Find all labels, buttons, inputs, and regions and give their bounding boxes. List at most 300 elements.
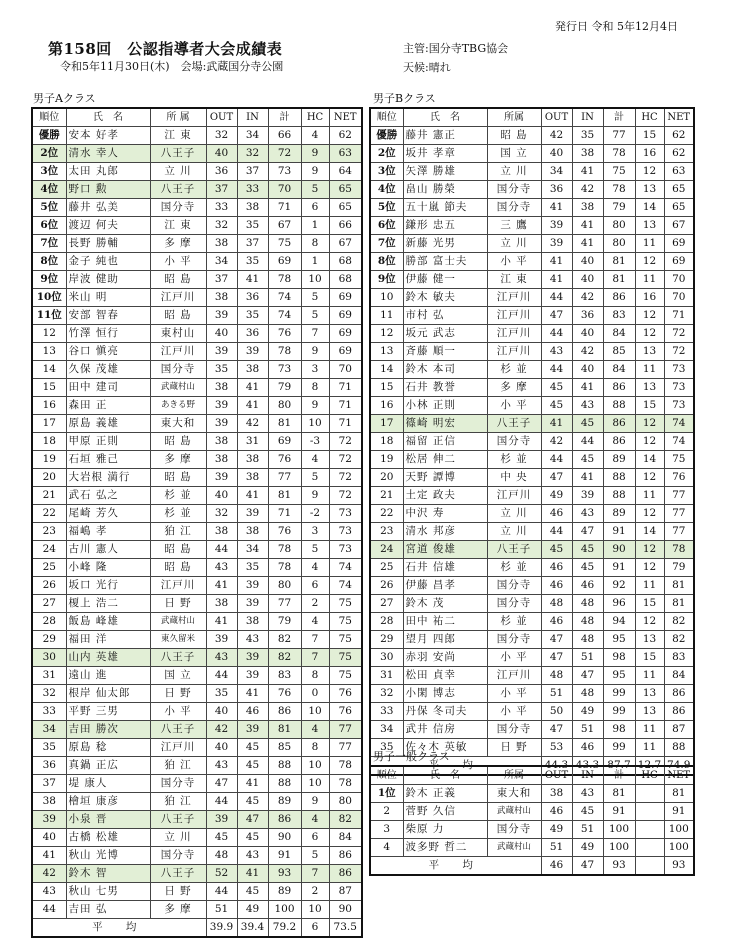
hc-cell: 8: [301, 235, 329, 253]
in-cell: 39: [237, 505, 268, 523]
affiliation-cell: 国分寺: [150, 361, 206, 379]
column-header: 順位: [32, 108, 66, 127]
in-cell: 39: [572, 487, 603, 505]
rank-cell: 8位: [370, 253, 403, 271]
net-cell: 68: [329, 271, 362, 289]
hc-cell: 10: [301, 271, 329, 289]
out-cell: 43: [541, 343, 572, 361]
name-cell: 小閑 博志: [403, 685, 487, 703]
net-cell: 71: [329, 379, 362, 397]
out-cell: 45: [206, 829, 237, 847]
net-cell: 71: [329, 415, 362, 433]
affiliation-cell: 昭 島: [150, 307, 206, 325]
table-row: [32, 307, 362, 325]
name-cell: 真鍋 正広: [66, 757, 150, 775]
out-cell: 51: [541, 839, 572, 857]
out-cell: 36: [206, 163, 237, 181]
net-cell: 66: [329, 217, 362, 235]
table-row: [370, 361, 694, 379]
table-row: [32, 253, 362, 271]
in-cell: 41: [572, 235, 603, 253]
out-cell: 44: [206, 793, 237, 811]
rank-cell: 22: [32, 505, 66, 523]
table-row: [32, 487, 362, 505]
name-cell: 飯島 峰雄: [66, 613, 150, 631]
affiliation-cell: 国分寺: [487, 433, 541, 451]
total-cell: 86: [268, 811, 301, 829]
hc-cell: 2: [301, 883, 329, 901]
table-row: [32, 667, 362, 685]
out-cell: 44: [541, 451, 572, 469]
hc-cell: 4: [301, 721, 329, 739]
rank-cell: 44: [32, 901, 66, 919]
total-cell: 85: [603, 343, 635, 361]
weather: 天候:晴れ: [403, 61, 451, 74]
rank-cell: 35: [370, 739, 403, 757]
hc-cell: 12: [635, 559, 664, 577]
hc-cell: 12: [635, 253, 664, 271]
column-header: 計: [603, 108, 635, 127]
out-cell: 52: [206, 865, 237, 883]
rank-cell: 27: [32, 595, 66, 613]
out-cell: 38: [206, 595, 237, 613]
affiliation-cell: 八王子: [150, 811, 206, 829]
in-cell: 40: [572, 271, 603, 289]
in-cell: 41: [237, 775, 268, 793]
net-cell: 69: [329, 289, 362, 307]
table-row: [370, 469, 694, 487]
name-cell: 鈴木 茂: [403, 595, 487, 613]
total-cell: 73: [268, 163, 301, 181]
in-cell: 45: [572, 415, 603, 433]
affiliation-cell: 中 央: [487, 469, 541, 487]
table-row: [32, 361, 362, 379]
rank-cell: 13: [32, 343, 66, 361]
name-cell: 古橋 松雄: [66, 829, 150, 847]
rank-cell: 3: [370, 821, 403, 839]
hc-cell: 14: [635, 451, 664, 469]
name-cell: 菅野 久信: [403, 803, 487, 821]
affiliation-cell: 杉 並: [487, 613, 541, 631]
hc-cell: 11: [635, 487, 664, 505]
rank-cell: 28: [32, 613, 66, 631]
in-cell: 39: [237, 577, 268, 595]
table-row: [32, 559, 362, 577]
hc-cell: 8: [301, 379, 329, 397]
out-cell: 39: [206, 307, 237, 325]
table-row: [370, 163, 694, 181]
rank-cell: 4位: [370, 181, 403, 199]
rank-cell: 14: [370, 361, 403, 379]
in-cell: 35: [237, 217, 268, 235]
total-cell: 86: [603, 289, 635, 307]
net-cell: 76: [329, 685, 362, 703]
hc-cell: 7: [301, 631, 329, 649]
hc-cell: 4: [301, 811, 329, 829]
hc-cell: 1: [301, 217, 329, 235]
affiliation-cell: あきる野: [150, 397, 206, 415]
name-cell: 田中 祐二: [403, 613, 487, 631]
hc-cell: 11: [635, 721, 664, 739]
in-cell: 39: [237, 595, 268, 613]
in-cell: 38: [237, 523, 268, 541]
affiliation-cell: 八王子: [487, 541, 541, 559]
total-cell: 95: [603, 667, 635, 685]
out-cell: 53: [541, 739, 572, 757]
table-row: [370, 685, 694, 703]
total-cell: 89: [603, 505, 635, 523]
affiliation-cell: 昭 島: [150, 271, 206, 289]
in-cell: 47: [237, 811, 268, 829]
total-cell: 81: [268, 415, 301, 433]
net-cell: 77: [664, 487, 694, 505]
class-a-body: [32, 108, 362, 937]
net-cell: 70: [664, 271, 694, 289]
in-cell: 39: [237, 721, 268, 739]
total-cell: 76: [268, 451, 301, 469]
net-cell: 86: [664, 703, 694, 721]
out-cell: 45: [541, 541, 572, 559]
affiliation-cell: 江戸川: [150, 343, 206, 361]
in-cell: 45: [572, 541, 603, 559]
out-cell: 51: [541, 685, 572, 703]
out-cell: 43: [206, 649, 237, 667]
net-cell: 77: [664, 505, 694, 523]
total-cell: 88: [268, 757, 301, 775]
in-cell: 48: [572, 613, 603, 631]
in-cell: 41: [572, 379, 603, 397]
name-cell: 渡辺 何夫: [66, 217, 150, 235]
affiliation-cell: 東久留米: [150, 631, 206, 649]
hc-cell: 6: [301, 829, 329, 847]
hc-cell: 7: [301, 865, 329, 883]
name-cell: 松田 貞幸: [403, 667, 487, 685]
affiliation-cell: 立 川: [487, 235, 541, 253]
total-cell: 90: [603, 541, 635, 559]
hc-cell: 5: [301, 289, 329, 307]
hc-cell: 15: [635, 397, 664, 415]
hc-cell: 9: [301, 163, 329, 181]
name-cell: 天野 譚博: [403, 469, 487, 487]
name-cell: 金子 純也: [66, 253, 150, 271]
out-cell: 46: [541, 613, 572, 631]
out-cell: 41: [541, 271, 572, 289]
total-cell: 86: [603, 433, 635, 451]
total-cell: 88: [268, 775, 301, 793]
rank-cell: 41: [32, 847, 66, 865]
column-header: 計: [603, 766, 635, 785]
table-row: [370, 307, 694, 325]
net-cell: 87: [329, 883, 362, 901]
hc-cell: 8: [301, 739, 329, 757]
table-row: [370, 839, 694, 857]
hc-cell: 12: [635, 613, 664, 631]
net-cell: 82: [664, 631, 694, 649]
rank-cell: 31: [370, 667, 403, 685]
total-cell: 90: [268, 829, 301, 847]
average-label: 平 均: [32, 919, 206, 938]
net-cell: 77: [329, 721, 362, 739]
table-row: [32, 433, 362, 451]
table-row: [32, 163, 362, 181]
net-cell: 86: [329, 847, 362, 865]
name-cell: 宮道 俊雄: [403, 541, 487, 559]
hc-cell: 11: [635, 235, 664, 253]
total-cell: 70: [268, 181, 301, 199]
affiliation-cell: 武蔵村山: [150, 613, 206, 631]
average-label: 平 均: [370, 757, 541, 776]
net-cell: 63: [664, 163, 694, 181]
name-cell: 福嶋 孝: [66, 523, 150, 541]
out-cell: 39: [206, 415, 237, 433]
in-cell: 45: [237, 757, 268, 775]
total-cell: 91: [603, 803, 635, 821]
in-cell: 43: [572, 397, 603, 415]
name-cell: 柴原 力: [403, 821, 487, 839]
total-cell: 89: [268, 883, 301, 901]
total-cell: 76: [268, 325, 301, 343]
in-cell: 51: [572, 649, 603, 667]
out-cell: 44: [206, 883, 237, 901]
rank-cell: 18: [32, 433, 66, 451]
average-hc-cell: 6: [301, 919, 329, 938]
affiliation-cell: 国分寺: [150, 847, 206, 865]
table-row: [32, 469, 362, 487]
out-cell: 39: [206, 631, 237, 649]
net-cell: 77: [329, 739, 362, 757]
affiliation-cell: 多 摩: [150, 451, 206, 469]
hc-cell: 5: [301, 181, 329, 199]
affiliation-cell: 国 立: [487, 145, 541, 163]
total-cell: 100: [268, 901, 301, 919]
total-cell: 84: [603, 361, 635, 379]
out-cell: 38: [206, 379, 237, 397]
affiliation-cell: 武蔵村山: [150, 379, 206, 397]
total-cell: 99: [603, 703, 635, 721]
out-cell: 44: [206, 667, 237, 685]
class-b-body: [370, 108, 694, 775]
header-row: [370, 108, 694, 127]
in-cell: 43: [572, 505, 603, 523]
rank-cell: 23: [370, 523, 403, 541]
net-cell: 91: [664, 803, 694, 821]
out-cell: 48: [206, 847, 237, 865]
average-hc-cell: [635, 857, 664, 876]
in-cell: 38: [237, 613, 268, 631]
hc-cell: 9: [301, 145, 329, 163]
out-cell: 45: [541, 379, 572, 397]
net-cell: 78: [329, 757, 362, 775]
name-cell: 武石 弘之: [66, 487, 150, 505]
rank-cell: 36: [32, 757, 66, 775]
hc-cell: 12: [635, 541, 664, 559]
total-cell: 67: [268, 217, 301, 235]
hc-cell: 6: [301, 199, 329, 217]
rank-cell: 39: [32, 811, 66, 829]
net-cell: 65: [329, 181, 362, 199]
net-cell: 76: [664, 469, 694, 487]
net-cell: 84: [664, 667, 694, 685]
table-row: [370, 577, 694, 595]
net-cell: 69: [664, 235, 694, 253]
table-row: [370, 649, 694, 667]
affiliation-cell: 小 平: [150, 253, 206, 271]
table-row: [370, 613, 694, 631]
table-row: [370, 721, 694, 739]
rank-cell: 17: [370, 415, 403, 433]
average-total-cell: 93: [603, 857, 635, 876]
in-cell: 49: [572, 839, 603, 857]
page-title: 第158回 公認指導者大会成績表: [48, 40, 283, 58]
total-cell: 74: [268, 289, 301, 307]
in-cell: 41: [237, 397, 268, 415]
rank-cell: 33: [32, 703, 66, 721]
hc-cell: [635, 821, 664, 839]
table-row: [370, 505, 694, 523]
net-cell: 75: [329, 631, 362, 649]
column-header: 順位: [370, 766, 403, 785]
out-cell: 38: [206, 235, 237, 253]
out-cell: 47: [541, 469, 572, 487]
net-cell: 100: [664, 821, 694, 839]
net-cell: 67: [664, 217, 694, 235]
affiliation-cell: 東大和: [150, 415, 206, 433]
net-cell: 65: [329, 199, 362, 217]
rank-cell: 2位: [370, 145, 403, 163]
hc-cell: 11: [635, 361, 664, 379]
net-cell: 62: [329, 127, 362, 145]
net-cell: 100: [664, 839, 694, 857]
name-cell: 遠山 進: [66, 667, 150, 685]
rank-cell: 37: [32, 775, 66, 793]
affiliation-cell: 国分寺: [487, 821, 541, 839]
net-cell: 73: [664, 361, 694, 379]
total-cell: 80: [603, 217, 635, 235]
hc-cell: -3: [301, 433, 329, 451]
table-row: [32, 613, 362, 631]
name-cell: 藤井 憲正: [403, 127, 487, 145]
out-cell: 32: [206, 127, 237, 145]
net-cell: 78: [329, 775, 362, 793]
hc-cell: 8: [301, 667, 329, 685]
column-header: 氏 名: [403, 108, 487, 127]
name-cell: 丹保 冬司夫: [403, 703, 487, 721]
total-cell: 89: [268, 793, 301, 811]
name-cell: 坂井 孝章: [403, 145, 487, 163]
table-row: [32, 703, 362, 721]
column-header: 氏 名: [403, 766, 487, 785]
out-cell: 38: [206, 523, 237, 541]
name-cell: 石井 信雄: [403, 559, 487, 577]
table-row: [32, 901, 362, 919]
average-net-cell: 93: [664, 857, 694, 876]
out-cell: 38: [541, 785, 572, 803]
rank-cell: 42: [32, 865, 66, 883]
table-row: [370, 253, 694, 271]
out-cell: 40: [206, 487, 237, 505]
net-cell: 70: [664, 289, 694, 307]
in-cell: 36: [237, 289, 268, 307]
average-net-cell: 74.9: [664, 757, 694, 776]
rank-cell: 26: [32, 577, 66, 595]
affiliation-cell: 江戸川: [150, 577, 206, 595]
header-row: [370, 766, 694, 785]
table-row: [370, 703, 694, 721]
out-cell: 41: [206, 577, 237, 595]
name-cell: 吉田 勝次: [66, 721, 150, 739]
name-cell: 尾崎 芳久: [66, 505, 150, 523]
table-row: [32, 199, 362, 217]
affiliation-cell: 江戸川: [487, 289, 541, 307]
out-cell: 47: [541, 721, 572, 739]
affiliation-cell: 小 平: [487, 649, 541, 667]
rank-cell: 15: [370, 379, 403, 397]
out-cell: 39: [541, 217, 572, 235]
rank-cell: 30: [32, 649, 66, 667]
net-cell: 72: [329, 433, 362, 451]
rank-cell: 28: [370, 613, 403, 631]
in-cell: 45: [237, 793, 268, 811]
rank-cell: 11: [370, 307, 403, 325]
rank-cell: 6位: [370, 217, 403, 235]
table-row: [370, 199, 694, 217]
total-cell: 85: [268, 739, 301, 757]
in-cell: 46: [572, 577, 603, 595]
name-cell: 久保 茂雄: [66, 361, 150, 379]
table-row: [370, 397, 694, 415]
in-cell: 35: [572, 127, 603, 145]
affiliation-cell: 杉 並: [150, 487, 206, 505]
affiliation-cell: 立 川: [150, 829, 206, 847]
out-cell: 37: [206, 271, 237, 289]
in-cell: 34: [237, 127, 268, 145]
affiliation-cell: 三 鷹: [487, 217, 541, 235]
affiliation-cell: 狛 江: [150, 757, 206, 775]
name-cell: 鈴木 智: [66, 865, 150, 883]
affiliation-cell: 昭 島: [150, 559, 206, 577]
host-organizer: 主管:国分寺TBG協会: [403, 42, 509, 55]
net-cell: 78: [664, 541, 694, 559]
hc-cell: [635, 785, 664, 803]
in-cell: 38: [237, 361, 268, 379]
total-cell: 80: [268, 397, 301, 415]
table-row: [32, 415, 362, 433]
rank-cell: 6位: [32, 217, 66, 235]
net-cell: 74: [329, 577, 362, 595]
average-row: [370, 857, 694, 876]
column-header: OUT: [541, 766, 572, 785]
table-row: [32, 397, 362, 415]
column-header: 所属: [487, 108, 541, 127]
affiliation-cell: 昭 島: [150, 469, 206, 487]
hc-cell: 12: [635, 415, 664, 433]
rank-cell: 19: [370, 451, 403, 469]
total-cell: 76: [268, 685, 301, 703]
out-cell: 40: [206, 739, 237, 757]
total-cell: 81: [268, 721, 301, 739]
column-header: IN: [237, 108, 268, 127]
table-row: [370, 271, 694, 289]
table-row: [32, 541, 362, 559]
table-row: [32, 343, 362, 361]
in-cell: 45: [572, 803, 603, 821]
hc-cell: 10: [301, 901, 329, 919]
hc-cell: -2: [301, 505, 329, 523]
net-cell: 73: [664, 397, 694, 415]
affiliation-cell: 立 川: [487, 505, 541, 523]
table-row: [370, 541, 694, 559]
hc-cell: 13: [635, 685, 664, 703]
